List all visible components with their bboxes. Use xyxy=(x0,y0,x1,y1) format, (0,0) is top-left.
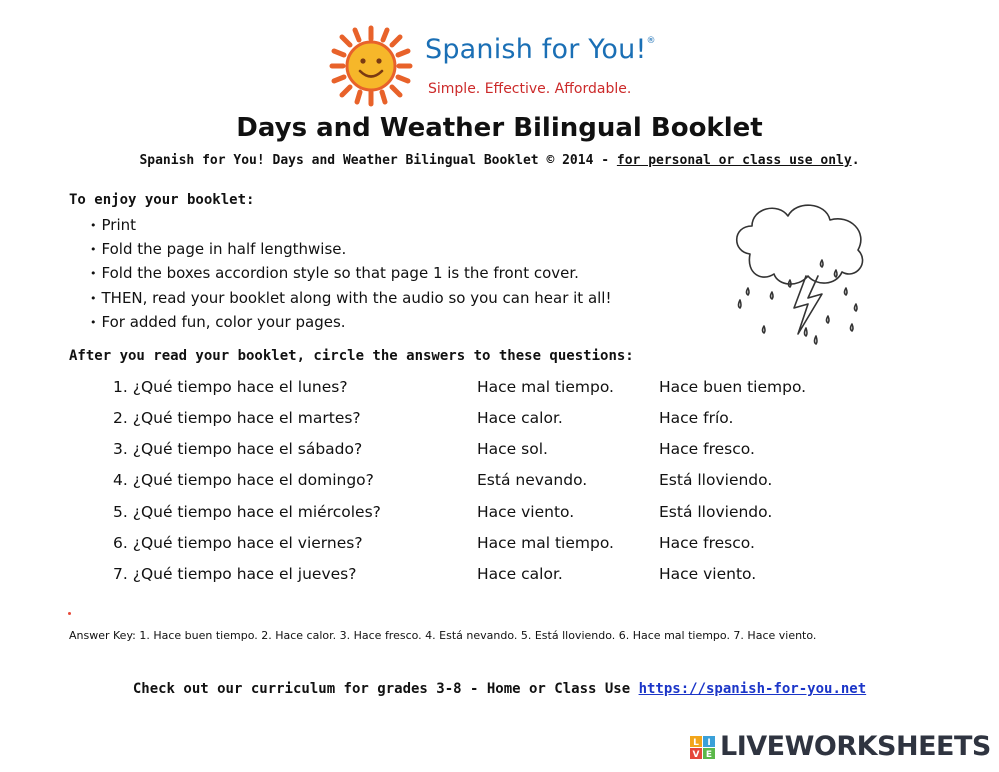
answer-option[interactable]: Hace sol. xyxy=(477,440,548,458)
question-row xyxy=(0,409,999,440)
answer-option[interactable]: Hace viento. xyxy=(477,503,575,521)
website-link[interactable]: https://spanish-for-you.net xyxy=(638,681,867,697)
answer-option[interactable]: Hace mal tiempo. xyxy=(477,534,614,552)
block-letter: I xyxy=(707,738,711,748)
answer-option[interactable]: Hace fresco. xyxy=(659,440,755,458)
page-title: Days and Weather Bilingual Booklet xyxy=(236,113,763,143)
instructions-heading: To enjoy your booklet: xyxy=(69,192,255,208)
storm-cloud-icon xyxy=(728,196,873,351)
list-item: • Fold the boxes accordion style so that page 1 is the front cover. xyxy=(90,261,612,285)
answer-option[interactable]: Hace buen tiempo. xyxy=(659,378,807,396)
block-letter: L xyxy=(693,738,699,748)
registered-mark: ® xyxy=(646,36,656,46)
list-item: • Print xyxy=(90,213,612,237)
decorative-dot xyxy=(68,612,71,615)
brand-name: Spanish for You!® xyxy=(425,34,656,65)
sun-face-icon xyxy=(328,24,414,108)
question-row xyxy=(0,565,999,596)
question-text: 3. ¿Qué tiempo hace el sábado? xyxy=(113,440,363,458)
brand-tagline: Simple. Effective. Affordable. xyxy=(428,81,632,97)
footer-promo: Check out our curriculum for grades 3-8 - Home or Class Use https://spanish-for-you.net xyxy=(132,681,867,697)
usage-notice: for personal or class use only xyxy=(616,153,852,168)
question-text: 1. ¿Qué tiempo hace el lunes? xyxy=(113,378,348,396)
question-row xyxy=(0,378,999,409)
question-row xyxy=(0,471,999,502)
answer-option[interactable]: Hace calor. xyxy=(477,565,563,583)
list-item: • Fold the page in half lengthwise. xyxy=(90,237,612,261)
block-letter: E xyxy=(705,750,713,760)
question-text: 4. ¿Qué tiempo hace el domingo? xyxy=(113,471,374,489)
question-text: 7. ¿Qué tiempo hace el jueves? xyxy=(113,565,357,583)
brand-logo xyxy=(328,24,688,108)
answer-key: Answer Key: 1. Hace buen tiempo. 2. Hace calor. 3. Hace fresco. 4. Está nevando. 5. Está lloviendo. 6. Hace mal tiempo. 7. Hace viento. xyxy=(69,629,817,642)
instructions-list xyxy=(90,213,612,334)
question-row xyxy=(0,440,999,471)
list-item: • For added fun, color your pages. xyxy=(90,310,612,334)
answer-option[interactable]: Está lloviendo. xyxy=(659,503,773,521)
answer-option[interactable]: Hace mal tiempo. xyxy=(477,378,614,396)
answer-option[interactable]: Hace calor. xyxy=(477,409,563,427)
block-letter: V xyxy=(692,750,700,760)
watermark-text: LIVEWORKSHEETS xyxy=(720,731,991,762)
question-text: 2. ¿Qué tiempo hace el martes? xyxy=(113,409,361,427)
question-row xyxy=(0,503,999,534)
answer-option[interactable]: Hace fresco. xyxy=(659,534,755,552)
block-letters-icon xyxy=(690,736,716,760)
question-text: 5. ¿Qué tiempo hace el miércoles? xyxy=(113,503,381,521)
list-item: • THEN, read your booklet along with the audio so you can hear it all! xyxy=(90,286,612,310)
question-text: 6. ¿Qué tiempo hace el viernes? xyxy=(113,534,363,552)
question-row xyxy=(0,534,999,565)
page-subtitle: Spanish for You! Days and Weather Bilingual Booklet © 2014 - for personal or class use only. xyxy=(139,153,860,168)
answer-option[interactable]: Está nevando. xyxy=(477,471,588,489)
questions-heading: After you read your booklet, circle the answers to these questions: xyxy=(69,348,634,364)
answer-option[interactable]: Está lloviendo. xyxy=(659,471,773,489)
answer-option[interactable]: Hace frío. xyxy=(659,409,734,427)
answer-option[interactable]: Hace viento. xyxy=(659,565,757,583)
